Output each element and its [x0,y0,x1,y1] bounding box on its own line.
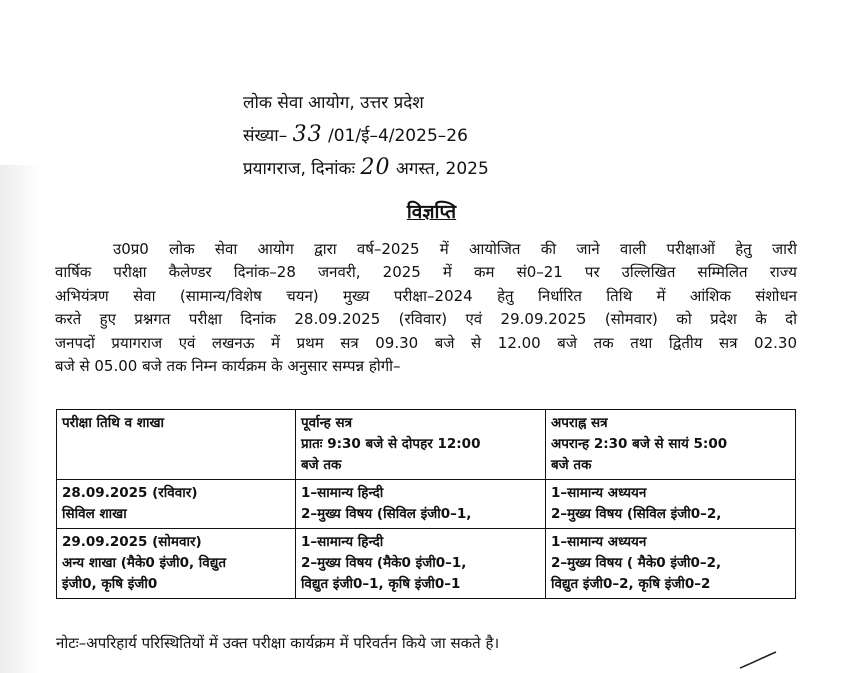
row-afternoon: 1–सामान्य अध्ययन 2–मुख्य विषय (सिविल इंजी0–2, [545,480,795,529]
organization-name: लोक सेवा आयोग, उत्तर प्रदेश [243,93,424,113]
body-line: बजे से 05.00 बजे तक निम्न कार्यक्रम के अनुसार सम्पन्न होगी– [55,357,401,376]
exam-schedule-table [56,409,796,599]
table-row [57,480,796,529]
signature-stroke-icon [738,650,778,670]
handwritten-ref-number: 33 [292,122,323,147]
footnote: नोटः–अपरिहार्य परिस्थितियों में उक्त परीक्षा कार्यक्रम में परिवर्तन किये जा सकते है। [56,634,500,652]
row-morning: 1–सामान्य हिन्दी 2–मुख्य विषय (मैके0 इंजी0–1, विद्युत इंजी0–1, कृषि इंजी0–1 [295,529,545,599]
header-afternoon-session: अपराह्न सत्र अपरान्ह 2:30 बजे से सायं 5:00 बजे तक [545,410,795,480]
body-line: अभियंत्रण सेवा (सामान्य/विशेष चयन) मुख्य परीक्षा–2024 हेतु निर्धारित तिथि में आंशिक संशोधन [55,286,797,305]
body-line: करते हुए प्रश्नगत परीक्षा दिनांक 28.09.2025 (रविवार) एवं 29.09.2025 (सोमवार) को प्रदेश के दो [55,310,797,329]
body-line: वार्षिक परीक्षा कैलेण्डर दिनांक–28 जनवरी, 2025 में कम सं0–21 पर उल्लिखित सम्मिलित राज्य [55,263,797,282]
row-afternoon: 1–सामान्य अध्ययन 2–मुख्य विषय ( मैके0 इंजी0–2, विद्युत इंजी0–2, कृषि इंजी0–2 [545,529,795,599]
notice-body [55,238,797,378]
letterhead [243,88,489,185]
row-morning: 1–सामान्य हिन्दी 2–मुख्य विषय (सिविल इंजी0–1, [295,480,545,529]
table-header-row [57,410,796,480]
reference-number: संख्या– 33 /01/ई–4/2025–26 [243,122,468,147]
place-and-date: प्रयागराज, दिनांकः 20 अगस्त, 2025 [243,155,489,180]
row-date-branch: 28.09.2025 (रविवार) सिविल शाखा [57,480,296,529]
row-date-branch: 29.09.2025 (सोमवार) अन्य शाखा (मैके0 इंजी0, विद्युत इंजी0, कृषि इंजी0 [57,529,296,599]
body-line: जनपदों प्रयागराज एवं लखनऊ में प्रथम सत्र 09.30 बजे से 12.00 बजे तक तथा द्वितीय सत्र 02.30 [55,333,797,352]
table-row [57,529,796,599]
scan-shadow [0,165,40,673]
header-date-branch: परीक्षा तिथि व शाखा [57,410,296,480]
body-line: उ0प्र0 लोक सेवा आयोग द्वारा वर्ष–2025 में आयोजित की जाने वाली परीक्षाओं हेतु जारी [113,240,797,258]
handwritten-day: 20 [360,155,391,180]
header-morning-session: पूर्वान्ह सत्र प्रातः 9:30 बजे से दोपहर 12:00 बजे तक [295,410,545,480]
notice-title: विज्ञप्ति [406,201,457,223]
